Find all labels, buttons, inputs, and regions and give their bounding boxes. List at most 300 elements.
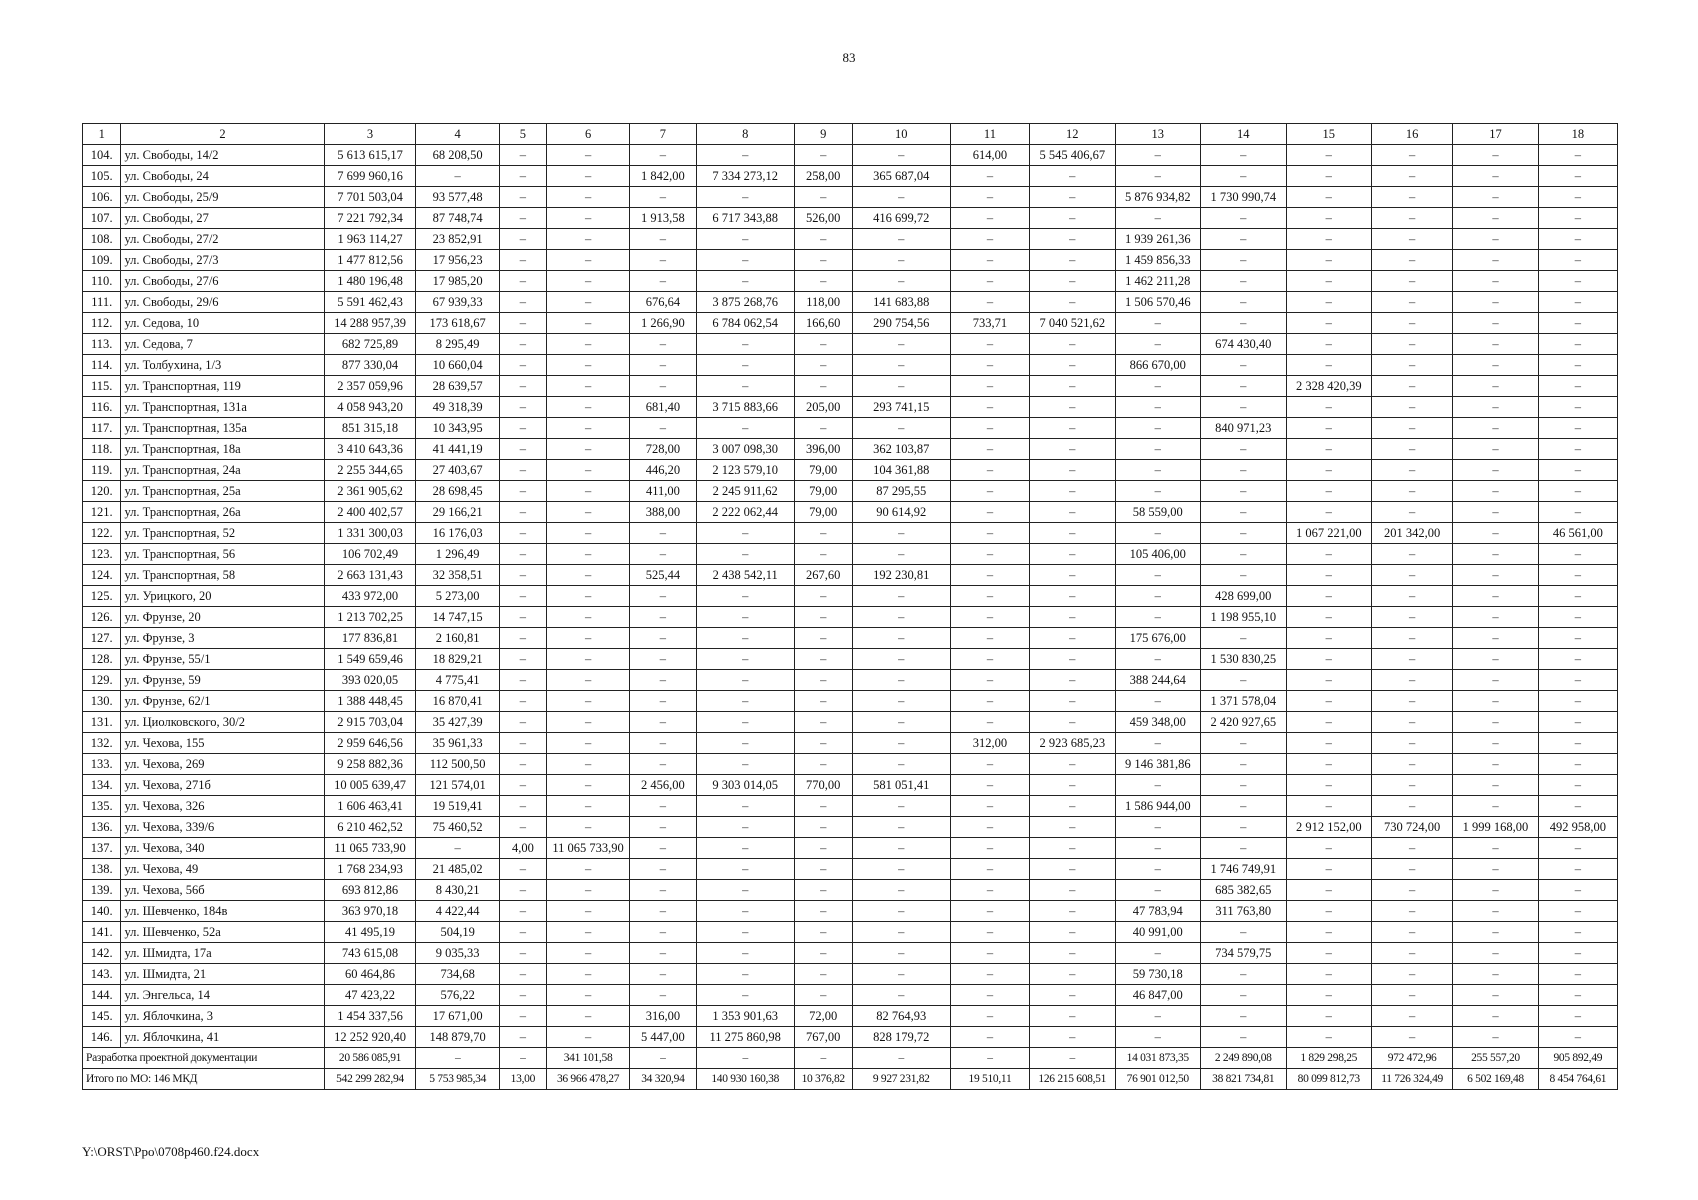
value-cell: – [1372, 880, 1453, 901]
value-cell: – [1030, 691, 1116, 712]
value-cell: 3 007 098,30 [696, 439, 794, 460]
row-number-cell: 142. [83, 943, 121, 964]
value-cell: – [546, 1006, 629, 1027]
value-cell: 10 660,04 [416, 355, 499, 376]
row-number-cell: 140. [83, 901, 121, 922]
value-cell: – [1372, 355, 1453, 376]
value-cell: – [1372, 145, 1453, 166]
value-cell: 267,60 [794, 565, 852, 586]
value-cell: 79,00 [794, 502, 852, 523]
value-cell: – [499, 1027, 546, 1048]
row-number-cell: 107. [83, 208, 121, 229]
value-cell: – [1115, 460, 1201, 481]
value-cell: 1 842,00 [630, 166, 696, 187]
value-cell: – [1030, 355, 1116, 376]
value-cell: – [499, 733, 546, 754]
table-row [83, 922, 1618, 943]
value-cell: – [416, 838, 499, 859]
value-cell: 7 334 273,12 [696, 166, 794, 187]
value-cell: – [950, 691, 1029, 712]
value-cell: – [1453, 523, 1539, 544]
value-cell: – [1453, 292, 1539, 313]
summary-value-cell: – [1030, 1048, 1116, 1069]
value-cell: – [630, 250, 696, 271]
value-cell: – [1115, 166, 1201, 187]
value-cell: – [794, 607, 852, 628]
value-cell: – [794, 712, 852, 733]
value-cell: – [1201, 460, 1287, 481]
value-cell: – [630, 649, 696, 670]
table-row [83, 376, 1618, 397]
value-cell: – [794, 880, 852, 901]
address-cell: ул. Чехова, 155 [121, 733, 324, 754]
value-cell: 693 812,86 [324, 880, 416, 901]
value-cell: – [696, 649, 794, 670]
value-cell: – [950, 838, 1029, 859]
value-cell: 9 303 014,05 [696, 775, 794, 796]
header-row [83, 124, 1618, 145]
value-cell: 7 221 792,34 [324, 208, 416, 229]
value-cell: 35 427,39 [416, 712, 499, 733]
value-cell: – [1286, 271, 1372, 292]
value-cell: – [1030, 292, 1116, 313]
value-cell: – [546, 334, 629, 355]
value-cell: 682 725,89 [324, 334, 416, 355]
value-cell: 18 829,21 [416, 649, 499, 670]
table-row [83, 733, 1618, 754]
value-cell: 743 615,08 [324, 943, 416, 964]
value-cell: – [1201, 796, 1287, 817]
value-cell: 28 698,45 [416, 481, 499, 502]
table-row [83, 481, 1618, 502]
value-cell: – [1030, 250, 1116, 271]
value-cell: 9 258 882,36 [324, 754, 416, 775]
value-cell: 1 067 221,00 [1286, 523, 1372, 544]
address-cell: ул. Фрунзе, 55/1 [121, 649, 324, 670]
value-cell: 175 676,00 [1115, 628, 1201, 649]
value-cell: 2 160,81 [416, 628, 499, 649]
value-cell: – [950, 796, 1029, 817]
value-cell: – [630, 859, 696, 880]
value-cell: 7 040 521,62 [1030, 313, 1116, 334]
value-cell: – [1538, 250, 1617, 271]
value-cell: – [1201, 565, 1287, 586]
value-cell: – [499, 817, 546, 838]
value-cell: 17 956,23 [416, 250, 499, 271]
value-cell: – [630, 985, 696, 1006]
value-cell: 851 315,18 [324, 418, 416, 439]
table-row [83, 229, 1618, 250]
value-cell: – [696, 838, 794, 859]
address-cell: ул. Свободы, 27 [121, 208, 324, 229]
value-cell: – [1453, 1006, 1539, 1027]
value-cell: 1 266,90 [630, 313, 696, 334]
value-cell: 106 702,49 [324, 544, 416, 565]
value-cell: 840 971,23 [1201, 418, 1287, 439]
value-cell: – [1453, 901, 1539, 922]
value-cell: – [546, 586, 629, 607]
value-cell: – [630, 922, 696, 943]
value-cell: – [794, 649, 852, 670]
value-cell: – [1201, 754, 1287, 775]
value-cell: 6 717 343,88 [696, 208, 794, 229]
table-row [83, 712, 1618, 733]
value-cell: – [1372, 460, 1453, 481]
value-cell: – [950, 565, 1029, 586]
address-cell: ул. Транспортная, 119 [121, 376, 324, 397]
value-cell: 311 763,80 [1201, 901, 1287, 922]
table-row [83, 313, 1618, 334]
value-cell: 112 500,50 [416, 754, 499, 775]
address-cell: ул. Шевченко, 184в [121, 901, 324, 922]
value-cell: – [1030, 397, 1116, 418]
value-cell: – [1201, 775, 1287, 796]
value-cell: – [1115, 586, 1201, 607]
value-cell: – [1372, 691, 1453, 712]
value-cell: 46 561,00 [1538, 523, 1617, 544]
value-cell: – [794, 691, 852, 712]
address-cell: ул. Энгельса, 14 [121, 985, 324, 1006]
value-cell: – [499, 187, 546, 208]
address-cell: ул. Чехова, 271б [121, 775, 324, 796]
value-cell: – [1538, 754, 1617, 775]
value-cell: 87 748,74 [416, 208, 499, 229]
value-cell: – [1453, 313, 1539, 334]
value-cell: – [852, 334, 950, 355]
value-cell: – [1286, 901, 1372, 922]
value-cell: – [630, 880, 696, 901]
value-cell: – [1372, 502, 1453, 523]
value-cell: – [1372, 208, 1453, 229]
value-cell: – [1115, 859, 1201, 880]
value-cell: – [1538, 901, 1617, 922]
row-number-cell: 116. [83, 397, 121, 418]
value-cell: 3 715 883,66 [696, 397, 794, 418]
table-row [83, 964, 1618, 985]
row-number-cell: 126. [83, 607, 121, 628]
value-cell: – [1286, 733, 1372, 754]
value-cell: – [546, 712, 629, 733]
value-cell: 11 275 860,98 [696, 1027, 794, 1048]
value-cell: – [1286, 922, 1372, 943]
summary-value-cell: 36 966 478,27 [546, 1069, 629, 1090]
summary-value-cell: 126 215 608,51 [1030, 1069, 1116, 1090]
value-cell: 388 244,64 [1115, 670, 1201, 691]
value-cell: – [950, 670, 1029, 691]
summary-value-cell: 905 892,49 [1538, 1048, 1617, 1069]
value-cell: – [546, 607, 629, 628]
value-cell: – [499, 481, 546, 502]
value-cell: 7 699 960,16 [324, 166, 416, 187]
value-cell: – [1372, 859, 1453, 880]
value-cell: – [1201, 1006, 1287, 1027]
value-cell: – [1030, 985, 1116, 1006]
address-cell: ул. Свободы, 25/9 [121, 187, 324, 208]
value-cell: 105 406,00 [1115, 544, 1201, 565]
value-cell: – [1372, 229, 1453, 250]
value-cell: 40 991,00 [1115, 922, 1201, 943]
value-cell: 685 382,65 [1201, 880, 1287, 901]
value-cell: – [499, 376, 546, 397]
value-cell: – [1538, 145, 1617, 166]
value-cell: – [696, 187, 794, 208]
value-cell: – [794, 145, 852, 166]
value-cell: – [696, 964, 794, 985]
value-cell: – [1201, 481, 1287, 502]
value-cell: – [1538, 292, 1617, 313]
row-number-cell: 131. [83, 712, 121, 733]
value-cell: 674 430,40 [1201, 334, 1287, 355]
value-cell: – [696, 250, 794, 271]
value-cell: – [1030, 607, 1116, 628]
value-cell: – [950, 502, 1029, 523]
value-cell: 1 606 463,41 [324, 796, 416, 817]
value-cell: – [1030, 628, 1116, 649]
value-cell: – [499, 145, 546, 166]
value-cell: – [1372, 754, 1453, 775]
value-cell: 6 210 462,52 [324, 817, 416, 838]
value-cell: – [1030, 670, 1116, 691]
value-cell: 90 614,92 [852, 502, 950, 523]
value-cell: – [1201, 964, 1287, 985]
summary-value-cell: 542 299 282,94 [324, 1069, 416, 1090]
value-cell: – [546, 796, 629, 817]
value-cell: – [546, 1027, 629, 1048]
value-cell: – [1030, 334, 1116, 355]
value-cell: – [1201, 502, 1287, 523]
value-cell: 5 876 934,82 [1115, 187, 1201, 208]
value-cell: – [696, 880, 794, 901]
table-row [83, 838, 1618, 859]
value-cell: – [630, 187, 696, 208]
value-cell: – [696, 985, 794, 1006]
value-cell: – [1030, 502, 1116, 523]
value-cell: – [1201, 628, 1287, 649]
value-cell: 2 357 059,96 [324, 376, 416, 397]
row-number-cell: 122. [83, 523, 121, 544]
value-cell: – [1286, 859, 1372, 880]
value-cell: – [1538, 481, 1617, 502]
value-cell: – [499, 250, 546, 271]
value-cell: – [1201, 145, 1287, 166]
address-cell: ул. Транспортная, 25а [121, 481, 324, 502]
value-cell: 504,19 [416, 922, 499, 943]
value-cell: 8 295,49 [416, 334, 499, 355]
value-cell: – [852, 355, 950, 376]
value-cell: 416 699,72 [852, 208, 950, 229]
value-cell: 1 331 300,03 [324, 523, 416, 544]
value-cell: – [696, 418, 794, 439]
address-cell: ул. Свободы, 27/2 [121, 229, 324, 250]
value-cell: – [630, 586, 696, 607]
value-cell: 5 591 462,43 [324, 292, 416, 313]
value-cell: – [852, 586, 950, 607]
value-cell: – [546, 166, 629, 187]
value-cell: – [499, 1006, 546, 1027]
value-cell: – [852, 691, 950, 712]
value-cell: – [950, 376, 1029, 397]
table-row [83, 166, 1618, 187]
address-cell: ул. Циолковского, 30/2 [121, 712, 324, 733]
address-cell: ул. Транспортная, 26а [121, 502, 324, 523]
value-cell: – [696, 943, 794, 964]
value-cell: – [630, 691, 696, 712]
value-cell: – [499, 439, 546, 460]
value-cell: – [950, 229, 1029, 250]
value-cell: – [1286, 355, 1372, 376]
value-cell: – [794, 544, 852, 565]
value-cell: – [1453, 1027, 1539, 1048]
value-cell: – [1372, 544, 1453, 565]
value-cell: – [1538, 187, 1617, 208]
value-cell: – [1030, 229, 1116, 250]
value-cell: – [546, 691, 629, 712]
row-number-cell: 135. [83, 796, 121, 817]
value-cell: – [1372, 733, 1453, 754]
value-cell: – [1030, 208, 1116, 229]
value-cell: – [546, 670, 629, 691]
summary-value-cell: – [630, 1048, 696, 1069]
value-cell: – [950, 880, 1029, 901]
value-cell: – [1201, 355, 1287, 376]
table-row [83, 586, 1618, 607]
value-cell: – [499, 901, 546, 922]
value-cell: – [1453, 565, 1539, 586]
row-number-cell: 141. [83, 922, 121, 943]
value-cell: – [852, 670, 950, 691]
value-cell: – [696, 145, 794, 166]
value-cell: – [794, 229, 852, 250]
value-cell: 1 480 196,48 [324, 271, 416, 292]
value-cell: – [1453, 166, 1539, 187]
address-cell: ул. Свободы, 27/6 [121, 271, 324, 292]
table-row [83, 649, 1618, 670]
value-cell: – [1030, 943, 1116, 964]
value-cell: – [1372, 439, 1453, 460]
value-cell: 32 358,51 [416, 565, 499, 586]
value-cell: – [696, 271, 794, 292]
value-cell: – [1030, 859, 1116, 880]
value-cell: – [1030, 523, 1116, 544]
value-cell: 2 361 905,62 [324, 481, 416, 502]
value-cell: 6 784 062,54 [696, 313, 794, 334]
value-cell: – [1030, 460, 1116, 481]
row-number-cell: 112. [83, 313, 121, 334]
value-cell: 1 586 944,00 [1115, 796, 1201, 817]
value-cell: – [1286, 964, 1372, 985]
value-cell: – [546, 418, 629, 439]
value-cell: – [696, 376, 794, 397]
value-cell: – [1030, 754, 1116, 775]
column-header-11: 11 [950, 124, 1029, 145]
address-cell: ул. Яблочкина, 3 [121, 1006, 324, 1027]
value-cell: – [1201, 439, 1287, 460]
value-cell: 17 985,20 [416, 271, 499, 292]
value-cell: – [1115, 1027, 1201, 1048]
value-cell: – [1286, 145, 1372, 166]
value-cell: 12 252 920,40 [324, 1027, 416, 1048]
value-cell: – [1115, 145, 1201, 166]
row-number-cell: 129. [83, 670, 121, 691]
row-number-cell: 137. [83, 838, 121, 859]
value-cell: 2 923 685,23 [1030, 733, 1116, 754]
value-cell: – [1453, 271, 1539, 292]
value-cell: – [1201, 292, 1287, 313]
address-cell: ул. Фрунзе, 20 [121, 607, 324, 628]
value-cell: – [1538, 376, 1617, 397]
value-cell: – [1372, 922, 1453, 943]
value-cell: 10 005 639,47 [324, 775, 416, 796]
value-cell: – [499, 208, 546, 229]
value-cell: – [1372, 397, 1453, 418]
value-cell: – [794, 334, 852, 355]
row-number-cell: 110. [83, 271, 121, 292]
table-row [83, 775, 1618, 796]
value-cell: – [852, 943, 950, 964]
row-number-cell: 114. [83, 355, 121, 376]
value-cell: – [546, 649, 629, 670]
value-cell: – [1372, 313, 1453, 334]
table-row [83, 859, 1618, 880]
value-cell: – [696, 544, 794, 565]
value-cell: – [1115, 439, 1201, 460]
value-cell: – [852, 880, 950, 901]
value-cell: – [794, 754, 852, 775]
value-cell: – [1538, 880, 1617, 901]
value-cell: – [1453, 922, 1539, 943]
summary-value-cell: 19 510,11 [950, 1069, 1029, 1090]
value-cell: – [1286, 565, 1372, 586]
table-row [83, 439, 1618, 460]
value-cell: 393 020,05 [324, 670, 416, 691]
value-cell: – [696, 901, 794, 922]
value-cell: – [1372, 964, 1453, 985]
value-cell: – [1453, 733, 1539, 754]
summary-value-cell: – [950, 1048, 1029, 1069]
value-cell: 205,00 [794, 397, 852, 418]
value-cell: – [1453, 691, 1539, 712]
column-header-15: 15 [1286, 124, 1372, 145]
value-cell: – [1030, 796, 1116, 817]
row-number-cell: 146. [83, 1027, 121, 1048]
table-row [83, 145, 1618, 166]
value-cell: – [1286, 985, 1372, 1006]
value-cell: 1 746 749,91 [1201, 859, 1287, 880]
value-cell: – [1538, 397, 1617, 418]
value-cell: – [696, 628, 794, 649]
value-cell: – [1115, 523, 1201, 544]
value-cell: – [950, 250, 1029, 271]
value-cell: – [1115, 1006, 1201, 1027]
value-cell: 526,00 [794, 208, 852, 229]
table-row [83, 544, 1618, 565]
value-cell: – [852, 817, 950, 838]
value-cell: – [950, 460, 1029, 481]
summary-value-cell: 13,00 [499, 1069, 546, 1090]
summary-value-cell: 8 454 764,61 [1538, 1069, 1617, 1090]
value-cell: – [1201, 397, 1287, 418]
value-cell: – [794, 964, 852, 985]
summary-value-cell: – [852, 1048, 950, 1069]
value-cell: – [1538, 418, 1617, 439]
value-cell: – [1538, 859, 1617, 880]
address-cell: ул. Чехова, 49 [121, 859, 324, 880]
value-cell: – [1115, 691, 1201, 712]
value-cell: – [1030, 649, 1116, 670]
value-cell: – [1453, 607, 1539, 628]
value-cell: – [630, 838, 696, 859]
value-cell: – [630, 607, 696, 628]
